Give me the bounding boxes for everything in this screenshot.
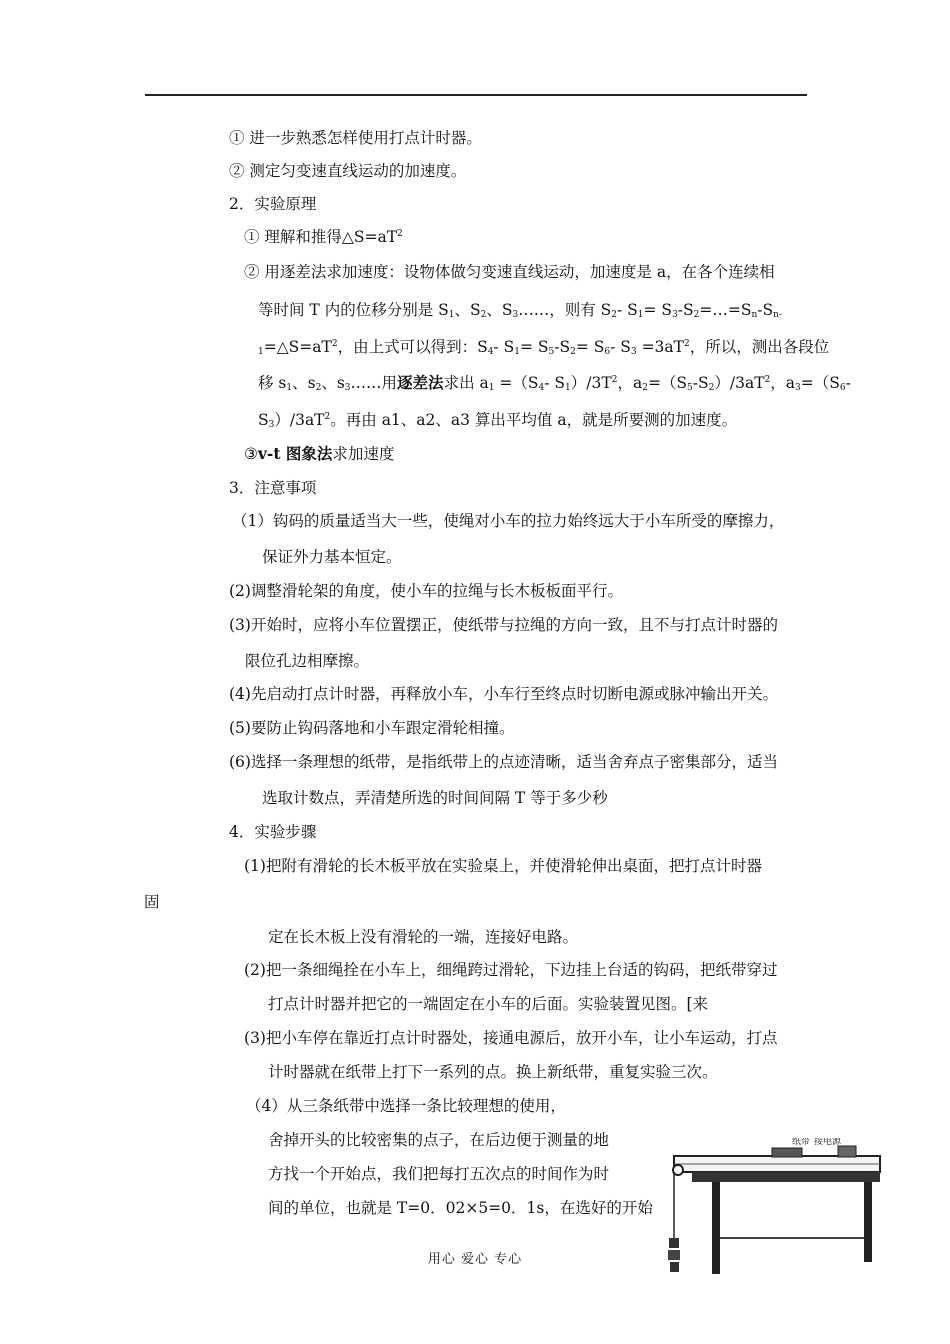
page-footer: 用心 爱心 专心 (427, 1252, 523, 1267)
step-1-orphan: 固 (144, 893, 160, 911)
header-rule (145, 94, 807, 96)
principle-item-3: ③v-t 图象法求加速度 (244, 444, 395, 463)
note-6-line1: (6)选择一条理想的纸带，是指纸带上的点迹清晰，适当舍弃点子密集部分，适当 (229, 753, 778, 771)
note-1-line1: （1）钩码的质量适当大一些，使绳对小车的拉力始终远大于小车所受的摩擦力， (232, 512, 785, 530)
step-4-line4: 间的单位，也就是 T=0．02×5=0．1s，在选好的开始 (268, 1199, 653, 1217)
note-3-line2: 限位孔边相摩擦。 (245, 652, 370, 670)
principle-item-1: ① 理解和推得$\triangle S=aT^2$ (244, 228, 403, 246)
principle-item-2-line2: 等时间 T 内的位移分别是 $S_1$、$S_2$、$S_3\dots\dots$，则有 $S_2-$ $S_1=$ $S_3-S_2=\dots=S_n-S_{n-}$ (258, 301, 782, 320)
note-5: (5)要防止钩码落地和小车跟定滑轮相撞。 (229, 719, 515, 737)
note-3-line1: (3)开始时，应将小车位置摆正，使纸带与拉绳的方向一致，且不与打点计时器的 (229, 616, 778, 634)
label-tape: 纸带 (792, 1138, 811, 1147)
cart-icon (772, 1148, 802, 1157)
steps-heading: 4．实验步骤 (229, 823, 317, 841)
note-6-line2: 选取计数点，弄清楚所选的时间间隔 T 等于多少秒 (262, 789, 608, 807)
note-2: (2)调整滑轮架的角度，使小车的拉绳与长木板板面平行。 (229, 582, 623, 600)
timer-icon (838, 1146, 856, 1157)
step-1-line1: (1)把附有滑轮的长木板平放在实验桌上，并使滑轮伸出桌面，把打点计时器 (244, 857, 762, 875)
step-3-line1: (3)把小车停在靠近打点计时器处，接通电源后，放开小车，让小车运动，打点 (244, 1029, 778, 1047)
principle-item-2-line4: 移 $s_1$、$s_2$、$s_3\dots\dots$用逐差法求出 $a_1 =(S_4-$ $S_1)/3T^2$，$a_2=(S_5-S_2)/3aT^2$，$a_3=(S_6-$ (258, 373, 851, 393)
step-2-line2: 打点计时器并把它的一端固定在小车的后面。实验装置见图。[来 (268, 995, 709, 1013)
objective-2: ② 测定匀变速直线运动的加速度。 (229, 162, 467, 180)
step-3-line2: 计时器就在纸带上打下一系列的点。换上新纸带，重复实验三次。 (268, 1063, 718, 1081)
weight-icon (669, 1238, 679, 1248)
principle-item-2-line1: ② 用逐差法求加速度：设物体做匀变速直线运动，加速度是 a，在各个连续相 (244, 263, 775, 281)
step-4-line2: 舍掉开头的比较密集的点子，在后边便于测量的地 (268, 1131, 610, 1149)
notes-heading: 3．注意事项 (229, 479, 317, 497)
principle-heading: 2．实验原理 (229, 195, 317, 213)
step-4-line3: 方找一个开始点，我们把每打五次点的时间作为时 (268, 1165, 610, 1183)
step-2-line1: (2)把一条细绳拴在小车上，细绳跨过滑轮，下边挂上台适的钩码，把纸带穿过 (244, 961, 778, 979)
principle-item-2-line5: $S_3)/3aT^2$。再由 a1、a2、a3 算出平均值 a，就是所要测的加速度。 (258, 411, 738, 430)
step-1-line2: 定在长木板上没有滑轮的一端，连接好电路。 (268, 928, 579, 946)
principle-item-2-line3: $_1=\triangle S=aT^2$，由上式可以得到：$S_4-$ $S_1= S_5-S_2= S_6-$ $S_3 =3aT^2$，所以，测出各段位 (258, 338, 830, 357)
objective-1: ① 进一步熟悉怎样使用打点计时器。 (229, 129, 482, 147)
step-4-line1: （4）从三条纸带中选择一条比较理想的使用， (246, 1097, 566, 1115)
note-1-line2: 保证外力基本恒定。 (262, 548, 402, 566)
table-top (692, 1172, 880, 1182)
label-timer: 接电源 (814, 1138, 842, 1147)
note-4: (4)先启动打点计时器，再释放小车，小车行至终点时切断电源或脉冲输出开关。 (229, 685, 778, 703)
